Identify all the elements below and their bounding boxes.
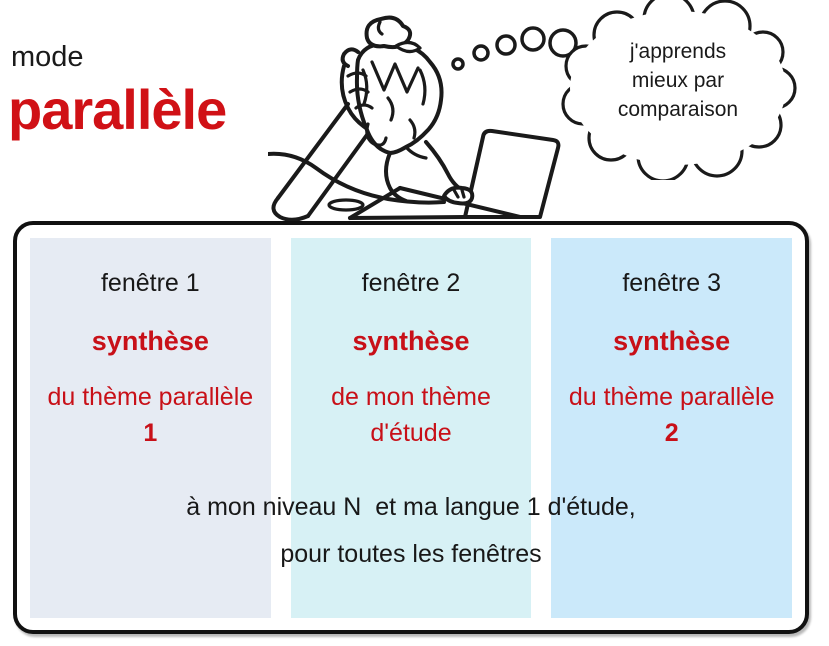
parallel-mode-board [13,221,809,634]
footer-line-2: pour toutes les fenêtres [280,540,542,568]
thought-line: mieux par [631,69,725,92]
page-title: parallèle [8,78,227,141]
window-label: fenêtre 3 [622,269,722,297]
window-label: fenêtre 1 [100,269,200,297]
thought-bubble [553,0,803,180]
laptop-icon [465,131,558,217]
footer-line-1: à mon niveau N et ma langue 1 d'étude, [186,493,636,521]
window-theme-text: du thème parallèle [568,383,775,411]
window-theme-text: d'étude [370,419,452,447]
window-theme-text: du thème parallèle [47,383,254,411]
thought-line: comparaison [617,98,739,121]
window-theme-text: de mon thème [331,383,491,411]
window-theme-number: 2 [664,419,679,447]
window-heading: synthèse [613,326,731,356]
board-footer [17,493,805,569]
window-heading: synthèse [91,326,209,356]
window-heading: synthèse [352,326,470,356]
thought-bubble-text [581,37,775,124]
window-label: fenêtre 2 [361,269,461,297]
window-theme-number: 1 [143,419,158,447]
mode-label: mode [11,41,84,73]
thought-line: j'apprends [629,40,727,63]
